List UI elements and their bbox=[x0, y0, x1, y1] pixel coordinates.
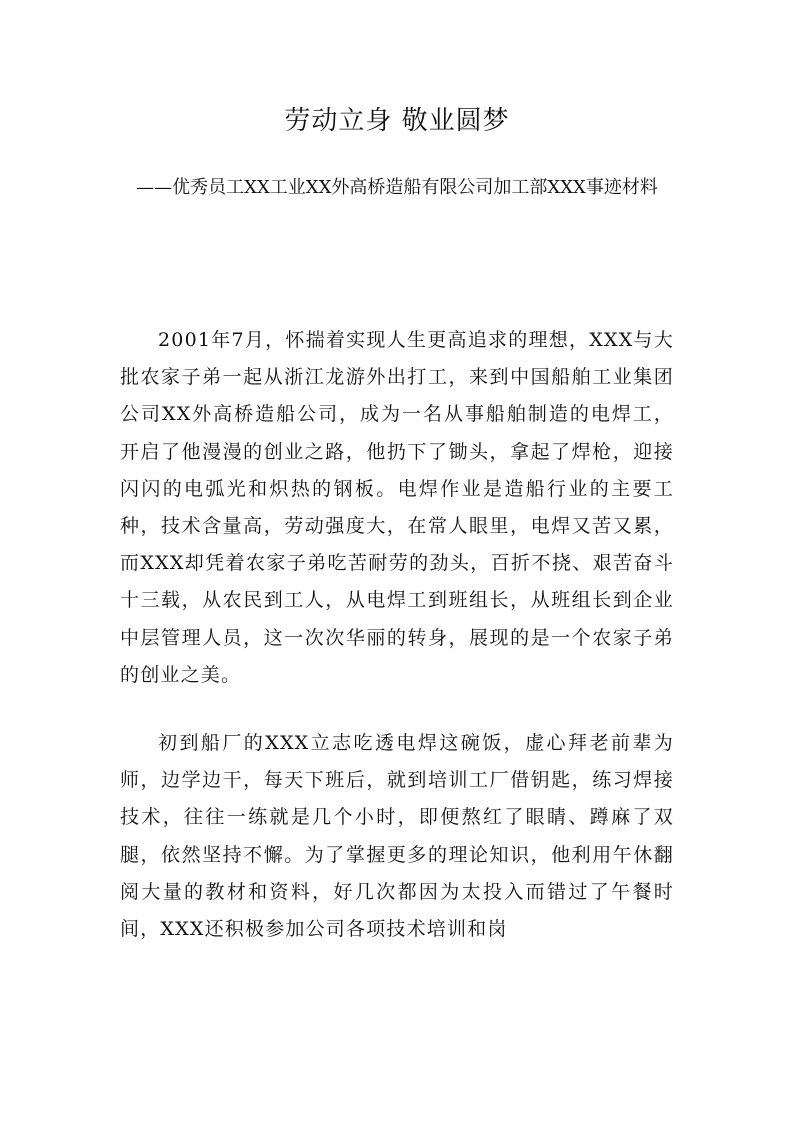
document-title: 劳动立身 敬业圆梦 bbox=[284, 106, 510, 136]
document-body bbox=[120, 322, 674, 979]
document-subtitle: ——优秀员工XX工业XX外高桥造船有限公司加工部XXX事迹材料 bbox=[136, 177, 658, 198]
paragraph-2: 初到船厂的XXX立志吃透电焊这碗饭，虚心拜老前辈为师，边学边干，每天下班后，就到培训工厂借钥匙，练习焊接技术，往往一练就是几个小时，即便熬红了眼睛、蹲麻了双腿，依然坚持不懈。为了掌握更多的理论知识，他利用午休翻阅大量的教材和资料，好几次都因为太投入而错过了午餐时间，XXX还积极参加公司各项技术培训和岗 bbox=[120, 732, 674, 941]
paragraph-1: 2001年7月，怀揣着实现人生更高追求的理想，XXX与大批农家子弟一起从浙江龙游外出打工，来到中国船舶工业集团公司XX外高桥造船公司，成为一名从事船舶制造的电焊工，开启了他漫漫的创业之路，他扔下了锄头，拿起了焊枪，迎接闪闪的电弧光和炽热的钢板。电焊作业是造船行业的主要工种，技术含量高，劳动强度大，在常人眼里，电焊又苦又累，而XXX却凭着农家子弟吃苦耐劳的劲头，百折不挠、艰苦奋斗十三载，从农民到工人，从电焊工到班组长，从班组长到企业中层管理人员，这一次次华丽的转身，展现的是一个农家子弟的创业之美。 bbox=[120, 329, 674, 686]
